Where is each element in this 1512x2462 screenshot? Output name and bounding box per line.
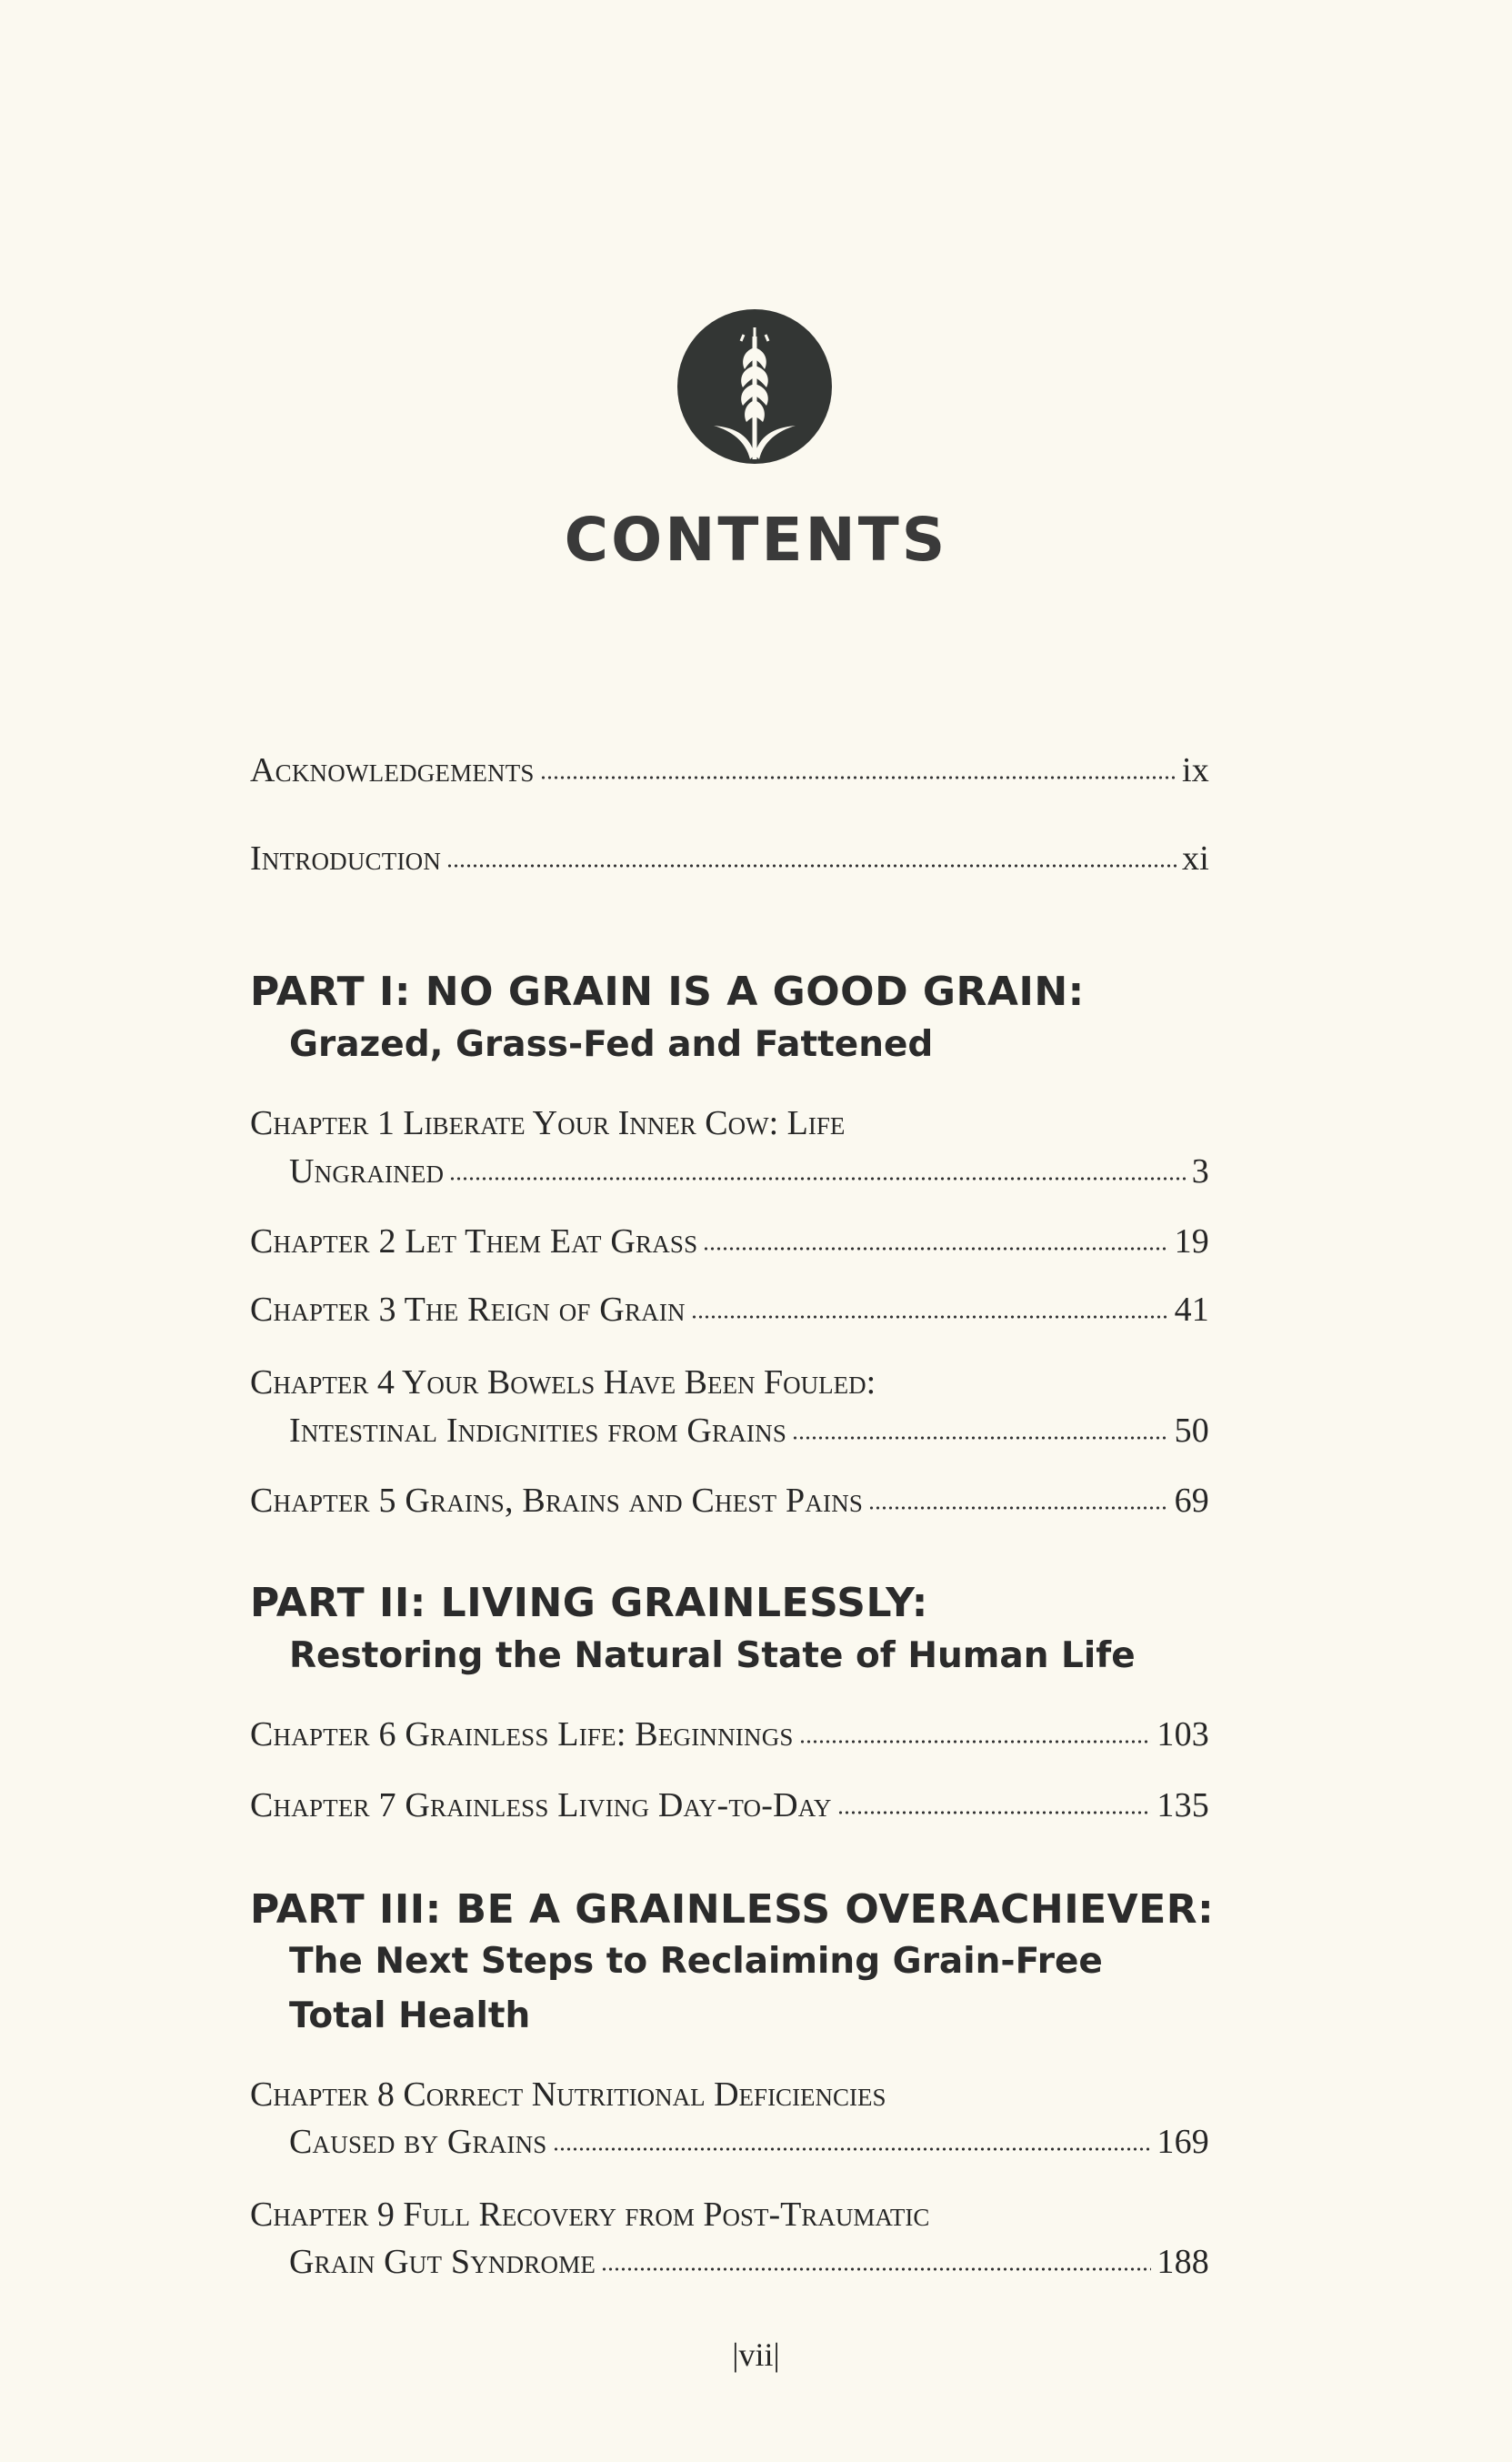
part-subtitle: Restoring the Natural State of Human Life	[289, 1635, 1136, 1676]
dot-leader	[799, 1740, 1152, 1743]
toc-entry-label: Chapter 3 The Reign of Grain	[250, 1291, 686, 1329]
toc-entry-acknowledgements[interactable]	[250, 750, 1209, 805]
toc-entry-chapter-7[interactable]	[250, 1785, 1209, 1840]
toc-entry-label: Chapter 2 Let Them Eat Grass	[250, 1222, 698, 1261]
part-subtitle: The Next Steps to Reclaiming Grain-Free	[289, 1941, 1103, 1982]
dot-leader	[868, 1506, 1168, 1510]
page-number: |vii|	[732, 2336, 780, 2373]
toc-entry-page: 135	[1157, 1786, 1209, 1824]
dot-leader	[540, 776, 1177, 779]
toc-entry-page: xi	[1182, 839, 1209, 878]
dot-leader	[449, 1177, 1187, 1181]
dot-leader	[601, 2267, 1151, 2271]
toc-entry-chapter-9[interactable]	[289, 2242, 1209, 2296]
toc-entry-label: Caused by Grains	[289, 2123, 547, 2161]
dot-leader	[691, 1315, 1169, 1319]
chapter-title-line[interactable]: Chapter 9 Full Recovery from Post-Traumatic	[250, 2196, 930, 2234]
toc-entry-page: 50	[1174, 1412, 1209, 1450]
toc-entry-page: ix	[1182, 751, 1209, 789]
part-heading: PART II: LIVING GRAINLESSLY:	[250, 1580, 928, 1626]
part-heading: PART I: NO GRAIN IS A GOOD GRAIN:	[250, 969, 1085, 1015]
toc-entry-chapter-2[interactable]	[250, 1221, 1209, 1276]
chapter-title-line[interactable]: Chapter 4 Your Bowels Have Been Fouled:	[250, 1363, 876, 1402]
wheat-icon	[677, 309, 832, 464]
dot-leader	[837, 1811, 1152, 1814]
toc-entry-label: Ungrained	[289, 1152, 445, 1191]
chapter-title-line[interactable]: Chapter 8 Correct Nutritional Deficiencies	[250, 2075, 886, 2114]
toc-entry-label: Grain Gut Syndrome	[289, 2243, 596, 2281]
toc-entry-page: 188	[1157, 2243, 1209, 2281]
toc-entry-page: 69	[1174, 1482, 1209, 1520]
toc-entry-chapter-4[interactable]	[289, 1411, 1209, 1465]
toc-entry-page: 3	[1191, 1152, 1209, 1191]
toc-entry-label: Acknowledgements	[250, 751, 535, 789]
toc-entry-label: Intestinal Indignities from Grains	[289, 1412, 787, 1450]
toc-entry-page: 41	[1174, 1291, 1209, 1329]
page-title: CONTENTS	[564, 505, 948, 575]
chapter-title-line[interactable]: Chapter 1 Liberate Your Inner Cow: Life	[250, 1104, 846, 1142]
toc-entry-page: 19	[1174, 1222, 1209, 1261]
toc-entry-page: 103	[1157, 1715, 1209, 1754]
part-subtitle: Total Health	[289, 1995, 531, 2036]
toc-entry-chapter-8[interactable]	[289, 2122, 1209, 2176]
dot-leader	[446, 864, 1177, 868]
dot-leader	[792, 1436, 1169, 1440]
toc-entry-label: Chapter 5 Grains, Brains and Chest Pains	[250, 1482, 864, 1520]
toc-entry-label: Chapter 6 Grainless Life: Beginnings	[250, 1715, 794, 1754]
toc-entry-chapter-6[interactable]	[250, 1714, 1209, 1769]
toc-entry-chapter-5[interactable]	[250, 1481, 1209, 1535]
toc-entry-page: 169	[1157, 2123, 1209, 2161]
toc-entry-chapter-3[interactable]	[250, 1290, 1209, 1344]
part-subtitle: Grazed, Grass-Fed and Fattened	[289, 1024, 934, 1065]
dot-leader	[703, 1247, 1168, 1251]
toc-entry-label: Introduction	[250, 839, 442, 878]
toc-entry-chapter-1[interactable]	[289, 1151, 1209, 1206]
toc-entry-introduction[interactable]	[250, 839, 1209, 893]
dot-leader	[553, 2147, 1152, 2151]
part-heading: PART III: BE A GRAINLESS OVERACHIEVER:	[250, 1886, 1215, 1933]
toc-entry-label: Chapter 7 Grainless Living Day-to-Day	[250, 1786, 832, 1824]
